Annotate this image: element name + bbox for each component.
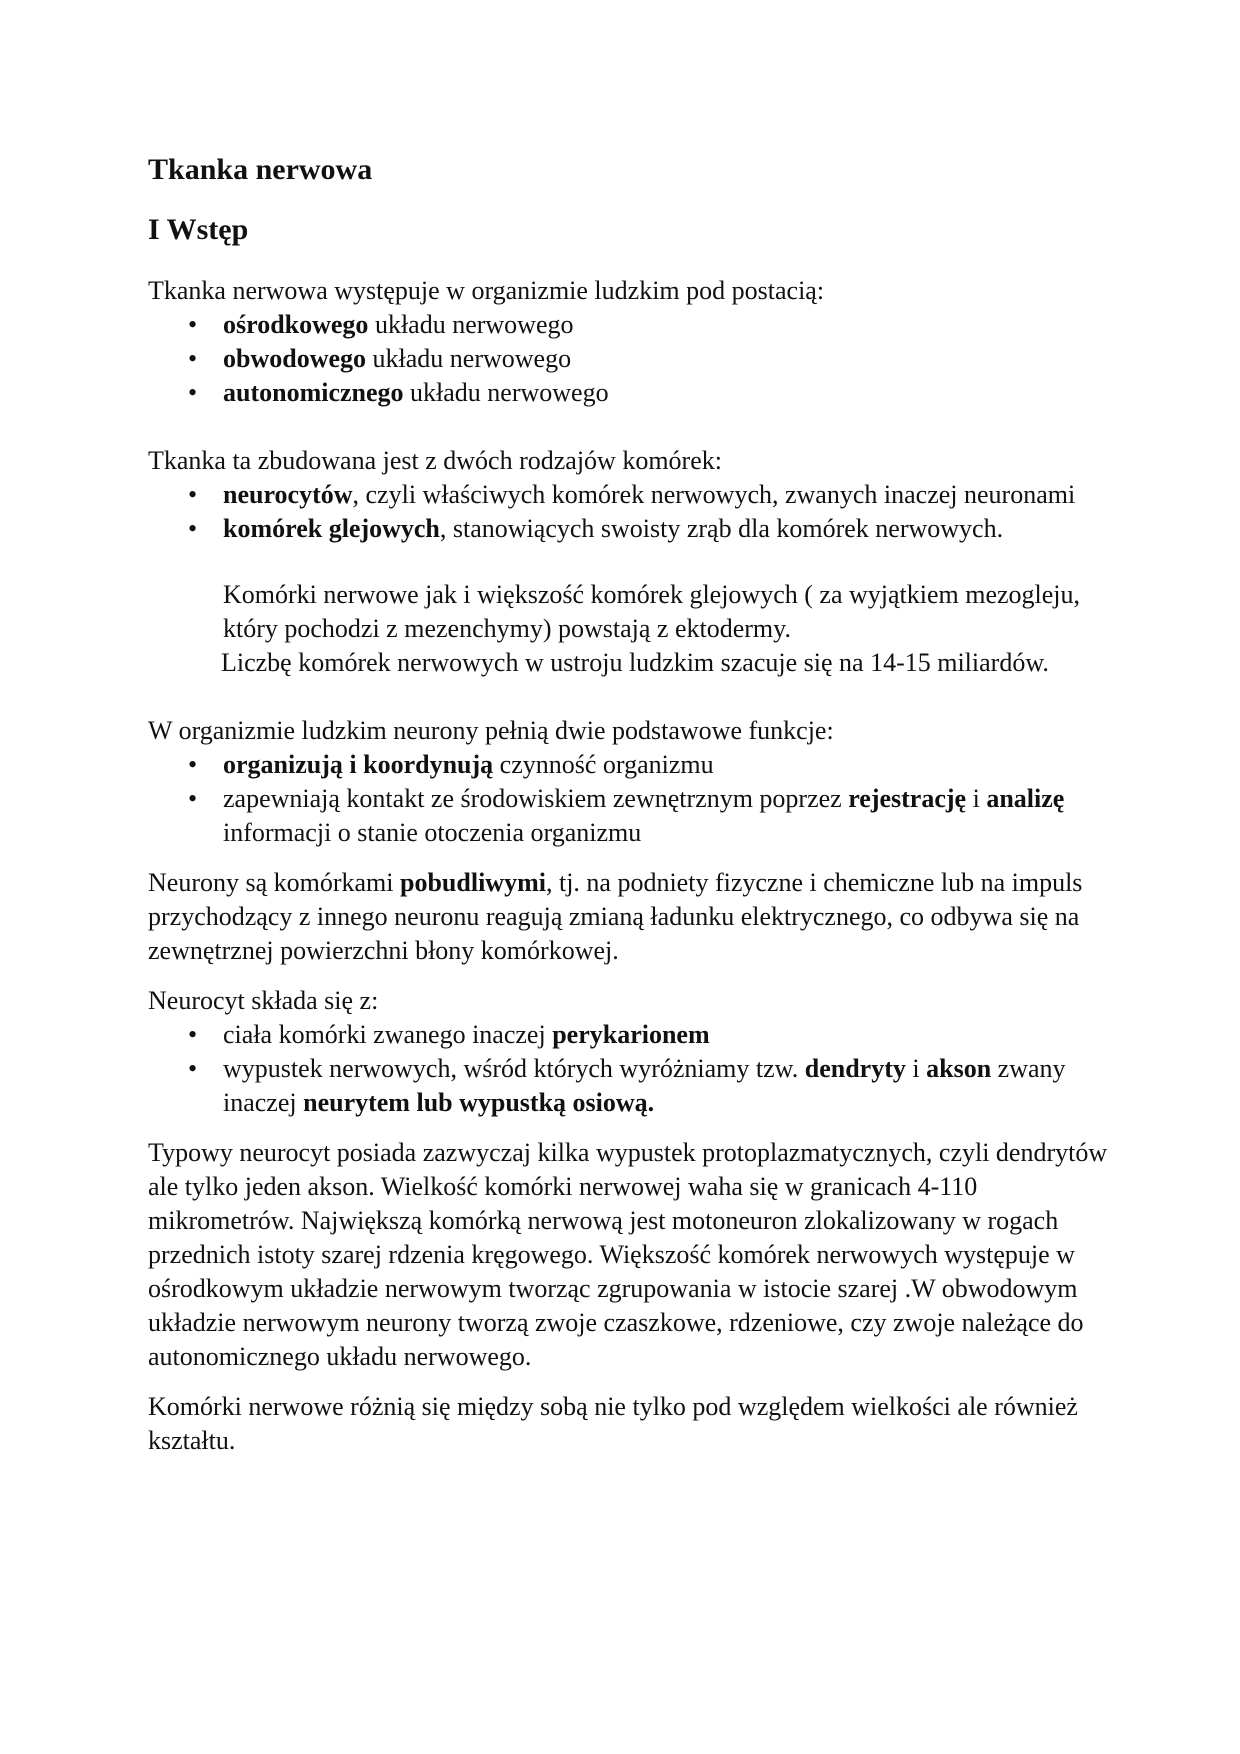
list-item bbox=[148, 308, 1108, 342]
bold-term: perykarionem bbox=[552, 1020, 710, 1049]
bold-term: organizują i koordynują bbox=[223, 750, 494, 779]
bullet-icon: • bbox=[188, 514, 198, 543]
bold-term: autonomicznego bbox=[223, 378, 404, 407]
bold-term: komórek glejowych bbox=[223, 514, 440, 543]
list-item-text: czynność organizmu bbox=[493, 750, 714, 779]
bold-term: neurytem lub wypustką osiową. bbox=[303, 1088, 655, 1117]
bullet-icon: • bbox=[188, 378, 198, 407]
document-page bbox=[148, 140, 1108, 1458]
functions-list bbox=[148, 748, 1108, 850]
bullet-icon: • bbox=[188, 480, 198, 509]
document-title: Tkanka nerwowa bbox=[148, 153, 373, 186]
intro-paragraph: Tkanka nerwowa występuje w organizmie ludzkim pod postacią: bbox=[148, 276, 825, 305]
list-item bbox=[148, 376, 1108, 410]
bold-term: rejestrację bbox=[848, 784, 967, 813]
cells-intro-paragraph: Tkanka ta zbudowana jest z dwóch rodzajów komórek: bbox=[148, 446, 722, 475]
shapes-paragraph: Komórki nerwowe różnią się między sobą nie tylko pod względem wielkości ale również kształtu. bbox=[148, 1392, 1078, 1455]
bullet-icon: • bbox=[188, 750, 198, 779]
bold-term: obwodowego bbox=[223, 344, 367, 373]
list-item-text: , stanowiących swoisty zrąb dla komórek nerwowych. bbox=[439, 514, 1004, 543]
list-item bbox=[148, 1052, 1108, 1120]
list-item bbox=[148, 512, 1108, 546]
list-item bbox=[148, 342, 1108, 376]
bold-term: akson bbox=[926, 1054, 992, 1083]
list-item-text: i bbox=[966, 784, 987, 813]
list-item-text: informacji o stanie otoczenia organizmu bbox=[223, 818, 642, 847]
list-item-text: układu nerwowego bbox=[403, 378, 609, 407]
bullet-icon: • bbox=[188, 1054, 198, 1083]
bullet-icon: • bbox=[188, 1020, 198, 1049]
typical-neurocyte-paragraph: Typowy neurocyt posiada zazwyczaj kilka wypustek protoplazmatycznych, czyli dendrytów ale tylko jeden akson. Wielkość komórki nerwowej waha się w granicach 4-110 mikrometrów. Największą komórką nerwową jest motoneuron zlokalizowany w rogach przednich istoty szarej rdzenia kręgowego. Większość komórek nerwowych występuje w ośrodkowym układzie nerwowym tworząc zgrupowania w istocie szarej .W obwodowym układzie nerwowym neurony tworzą zwoje czaszkowe, rdzeniowe, czy zwoje należące do autonomicznego układu nerwowego. bbox=[148, 1138, 1108, 1371]
systems-list bbox=[148, 308, 1108, 410]
list-item-text: zwany inaczej bbox=[223, 1054, 1066, 1117]
list-item bbox=[148, 782, 1108, 850]
bold-term: neurocytów bbox=[223, 480, 353, 509]
list-item-text: i bbox=[905, 1054, 927, 1083]
structure-intro-paragraph: Neurocyt składa się z: bbox=[148, 986, 379, 1015]
bullet-icon: • bbox=[188, 344, 198, 373]
list-item-text: , czyli właściwych komórek nerwowych, zwanych inaczej neuronami bbox=[352, 480, 1076, 509]
list-item bbox=[148, 748, 1108, 782]
bold-term: analizę bbox=[986, 784, 1065, 813]
list-item-text: wypustek nerwowych, wśród których wyróżniamy tzw. bbox=[223, 1054, 805, 1083]
paragraph-text: , tj. na podniety fizyczne i chemiczne lub na impuls przychodzący z innego neuronu reagują zmianą ładunku elektrycznego, co odbywa się na zewnętrznej powierzchni błony komórkowej. bbox=[148, 868, 1083, 965]
list-item-text: układu nerwowego bbox=[368, 310, 574, 339]
paragraph-text: Neurony są komórkami bbox=[148, 868, 401, 897]
functions-intro-paragraph: W organizmie ludzkim neurony pełnią dwie podstawowe funkcje: bbox=[148, 716, 834, 745]
bullet-icon: • bbox=[188, 784, 198, 813]
list-item bbox=[148, 1018, 1108, 1052]
cells-list bbox=[148, 478, 1108, 546]
list-item-text: zapewniają kontakt ze środowiskiem zewnętrznym poprzez bbox=[223, 784, 849, 813]
bold-term: dendryty bbox=[804, 1054, 906, 1083]
bullet-icon: • bbox=[188, 310, 198, 339]
bold-term: ośrodkowego bbox=[223, 310, 369, 339]
section-heading: I Wstęp bbox=[148, 213, 249, 246]
excitable-paragraph bbox=[148, 866, 1108, 968]
structure-list bbox=[148, 1018, 1108, 1120]
list-item-text: ciała komórki zwanego inaczej bbox=[223, 1020, 553, 1049]
list-item bbox=[148, 478, 1108, 512]
list-item-text: układu nerwowego bbox=[366, 344, 572, 373]
count-paragraph: Liczbę komórek nerwowych w ustroju ludzkim szacuje się na 14-15 miliardów. bbox=[221, 648, 1049, 677]
bold-term: pobudliwymi bbox=[400, 868, 546, 897]
origin-paragraph: Komórki nerwowe jak i większość komórek glejowych ( za wyjątkiem mezogleju, który pochodzi z mezenchymy) powstają z ektodermy. bbox=[223, 580, 1081, 643]
